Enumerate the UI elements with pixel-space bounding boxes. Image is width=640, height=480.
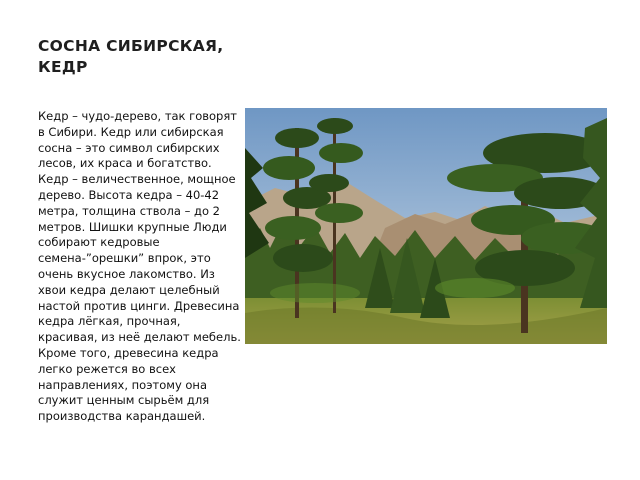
slide-body-text: Кедр – чудо-дерево, так говорят в Сибири. Кедр или сибирская сосна – это символ сибирских лесов, их краса и богатство. Кедр – величественное, мощное дерево. Высота кедра – 40-42 метра, толщина ствола – до 2 метров. Шишки крупные Люди собирают кедровые семена-”орешки” впрок, это очень вкусное лакомство. Из хвои кедра делают целебный настой против цинги. Древесина кедра лёгкая, прочная, красивая, из неё делают мебель. Кроме того, древесина кедра легко режется во всех направлениях, поэтому она служит ценным сырьём для производства карандашей. (38, 109, 241, 424)
cedar-forest-photo (245, 108, 607, 344)
slide-title: СОСНА СИБИРСКАЯ, КЕДР (38, 37, 224, 76)
